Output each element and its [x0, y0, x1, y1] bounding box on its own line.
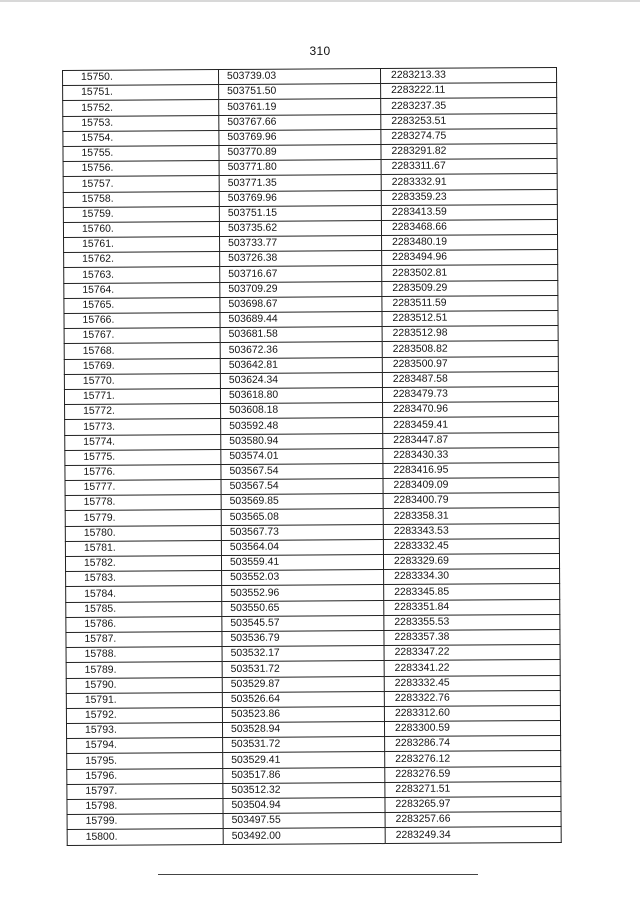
x-coordinate-cell: 503536.79 [222, 630, 384, 646]
y-coordinate-cell: 2283249.34 [385, 827, 561, 843]
x-coordinate-cell: 503574.01 [221, 448, 383, 464]
point-number-cell: 15763. [64, 267, 220, 283]
y-coordinate-cell: 2283322.76 [384, 690, 560, 706]
y-coordinate-cell: 2283459.41 [383, 417, 559, 433]
point-number-cell: 15759. [63, 206, 219, 222]
x-coordinate-cell: 503771.35 [219, 175, 381, 191]
x-coordinate-cell: 503504.94 [223, 798, 385, 814]
y-coordinate-cell: 2283358.31 [383, 508, 559, 524]
x-coordinate-cell: 503567.54 [221, 479, 383, 495]
y-coordinate-cell: 2283409.09 [383, 478, 559, 494]
point-number-cell: 15795. [67, 753, 223, 769]
y-coordinate-cell: 2283430.33 [383, 447, 559, 463]
y-coordinate-cell: 2283257.66 [385, 812, 561, 828]
y-coordinate-cell: 2283332.91 [381, 174, 557, 190]
point-number-cell: 15794. [67, 738, 223, 754]
y-coordinate-cell: 2283345.85 [384, 584, 560, 600]
point-number-cell: 15793. [66, 723, 222, 739]
point-number-cell: 15769. [64, 358, 220, 374]
x-coordinate-cell: 503716.67 [220, 266, 382, 282]
y-coordinate-cell: 2283512.51 [382, 310, 558, 326]
y-coordinate-cell: 2283500.97 [382, 356, 558, 372]
coordinate-table [62, 67, 562, 846]
point-number-cell: 15761. [64, 237, 220, 253]
x-coordinate-cell: 503517.86 [223, 767, 385, 783]
x-coordinate-cell: 503608.18 [221, 403, 383, 419]
point-number-cell: 15776. [65, 464, 221, 480]
point-number-cell: 15760. [63, 221, 219, 237]
x-coordinate-cell: 503531.72 [222, 661, 384, 677]
point-number-cell: 15768. [64, 343, 220, 359]
page-number: 310 [309, 44, 331, 58]
x-coordinate-cell: 503642.81 [220, 357, 382, 373]
y-coordinate-cell: 2283357.38 [384, 629, 560, 645]
coordinate-table-container [62, 67, 562, 846]
footer-divider [158, 874, 478, 875]
y-coordinate-cell: 2283271.51 [385, 781, 561, 797]
y-coordinate-cell: 2283332.45 [384, 675, 560, 691]
point-number-cell: 15798. [67, 799, 223, 815]
x-coordinate-cell: 503698.67 [220, 296, 382, 312]
x-coordinate-cell: 503512.32 [223, 782, 385, 798]
x-coordinate-cell: 503528.94 [222, 722, 384, 738]
x-coordinate-cell: 503569.85 [221, 494, 383, 510]
point-number-cell: 15770. [64, 373, 220, 389]
point-number-cell: 15786. [66, 616, 222, 632]
point-number-cell: 15784. [66, 586, 222, 602]
point-number-cell: 15788. [66, 647, 222, 663]
y-coordinate-cell: 2283291.82 [381, 143, 557, 159]
y-coordinate-cell: 2283470.96 [383, 402, 559, 418]
point-number-cell: 15754. [63, 130, 219, 146]
point-number-cell: 15799. [67, 814, 223, 830]
y-coordinate-cell: 2283276.59 [385, 766, 561, 782]
y-coordinate-cell: 2283332.45 [383, 538, 559, 554]
y-coordinate-cell: 2283237.35 [381, 98, 557, 114]
y-coordinate-cell: 2283480.19 [382, 235, 558, 251]
point-number-cell: 15750. [63, 70, 219, 86]
point-number-cell: 15791. [66, 692, 222, 708]
y-coordinate-cell: 2283509.29 [382, 280, 558, 296]
x-coordinate-cell: 503709.29 [220, 281, 382, 297]
point-number-cell: 15783. [66, 571, 222, 587]
y-coordinate-cell: 2283343.53 [383, 523, 559, 539]
y-coordinate-cell: 2283400.79 [383, 493, 559, 509]
y-coordinate-cell: 2283468.66 [381, 219, 557, 235]
y-coordinate-cell: 2283341.22 [384, 660, 560, 676]
y-coordinate-cell: 2283334.30 [384, 569, 560, 585]
x-coordinate-cell: 503726.38 [220, 251, 382, 267]
point-number-cell: 15777. [65, 480, 221, 496]
x-coordinate-cell: 503529.87 [222, 676, 384, 692]
x-coordinate-cell: 503769.96 [219, 190, 381, 206]
point-number-cell: 15785. [66, 601, 222, 617]
y-coordinate-cell: 2283312.60 [384, 705, 560, 721]
point-number-cell: 15758. [63, 191, 219, 207]
y-coordinate-cell: 2283508.82 [382, 341, 558, 357]
table-row [67, 827, 561, 845]
point-number-cell: 15796. [67, 768, 223, 784]
x-coordinate-cell: 503565.08 [221, 509, 383, 525]
x-coordinate-cell: 503769.96 [219, 129, 381, 145]
x-coordinate-cell: 503580.94 [221, 433, 383, 449]
y-coordinate-cell: 2283300.59 [384, 721, 560, 737]
x-coordinate-cell: 503767.66 [219, 114, 381, 130]
x-coordinate-cell: 503567.54 [221, 463, 383, 479]
point-number-cell: 15792. [66, 707, 222, 723]
point-number-cell: 15772. [65, 404, 221, 420]
x-coordinate-cell: 503770.89 [219, 144, 381, 160]
y-coordinate-cell: 2283213.33 [380, 67, 556, 83]
point-number-cell: 15767. [64, 328, 220, 344]
x-coordinate-cell: 503751.15 [219, 205, 381, 221]
y-coordinate-cell: 2283413.59 [381, 204, 557, 220]
x-coordinate-cell: 503618.80 [220, 387, 382, 403]
x-coordinate-cell: 503545.57 [222, 615, 384, 631]
x-coordinate-cell: 503689.44 [220, 312, 382, 328]
point-number-cell: 15753. [63, 115, 219, 131]
point-number-cell: 15781. [65, 540, 221, 556]
point-number-cell: 15764. [64, 282, 220, 298]
point-number-cell: 15762. [64, 252, 220, 268]
y-coordinate-cell: 2283447.87 [383, 432, 559, 448]
y-coordinate-cell: 2283416.95 [383, 462, 559, 478]
y-coordinate-cell: 2283359.23 [381, 189, 557, 205]
scan-edge [0, 0, 640, 2]
x-coordinate-cell: 503526.64 [222, 691, 384, 707]
x-coordinate-cell: 503751.50 [219, 84, 381, 100]
x-coordinate-cell: 503532.17 [222, 646, 384, 662]
point-number-cell: 15773. [65, 419, 221, 435]
y-coordinate-cell: 2283274.75 [381, 128, 557, 144]
x-coordinate-cell: 503559.41 [221, 555, 383, 571]
x-coordinate-cell: 503567.73 [221, 524, 383, 540]
point-number-cell: 15755. [63, 145, 219, 161]
point-number-cell: 15790. [66, 677, 222, 693]
point-number-cell: 15756. [63, 161, 219, 177]
y-coordinate-cell: 2283355.53 [384, 614, 560, 630]
y-coordinate-cell: 2283351.84 [384, 599, 560, 615]
point-number-cell: 15774. [65, 434, 221, 450]
y-coordinate-cell: 2283265.97 [385, 796, 561, 812]
y-coordinate-cell: 2283276.12 [385, 751, 561, 767]
x-coordinate-cell: 503564.04 [221, 539, 383, 555]
point-number-cell: 15789. [66, 662, 222, 678]
point-number-cell: 15766. [64, 313, 220, 329]
y-coordinate-cell: 2283494.96 [382, 250, 558, 266]
x-coordinate-cell: 503550.65 [222, 600, 384, 616]
point-number-cell: 15752. [63, 100, 219, 116]
y-coordinate-cell: 2283511.59 [382, 295, 558, 311]
x-coordinate-cell: 503497.55 [223, 813, 385, 829]
x-coordinate-cell: 503761.19 [219, 99, 381, 115]
point-number-cell: 15775. [65, 449, 221, 465]
point-number-cell: 15782. [65, 556, 221, 572]
point-number-cell: 15779. [65, 510, 221, 526]
x-coordinate-cell: 503735.62 [219, 220, 381, 236]
point-number-cell: 15765. [64, 297, 220, 313]
x-coordinate-cell: 503531.72 [223, 737, 385, 753]
y-coordinate-cell: 2283329.69 [383, 553, 559, 569]
x-coordinate-cell: 503552.96 [222, 585, 384, 601]
y-coordinate-cell: 2283311.67 [381, 159, 557, 175]
y-coordinate-cell: 2283347.22 [384, 645, 560, 661]
x-coordinate-cell: 503592.48 [221, 418, 383, 434]
x-coordinate-cell: 503681.58 [220, 327, 382, 343]
point-number-cell: 15780. [65, 525, 221, 541]
point-number-cell: 15797. [67, 783, 223, 799]
x-coordinate-cell: 503771.80 [219, 160, 381, 176]
point-number-cell: 15787. [66, 631, 222, 647]
point-number-cell: 15751. [63, 85, 219, 101]
y-coordinate-cell: 2283479.73 [382, 386, 558, 402]
point-number-cell: 15778. [65, 495, 221, 511]
table-body [63, 67, 562, 845]
x-coordinate-cell: 503523.86 [222, 706, 384, 722]
x-coordinate-cell: 503624.34 [220, 372, 382, 388]
point-number-cell: 15800. [67, 829, 223, 845]
y-coordinate-cell: 2283487.58 [382, 371, 558, 387]
point-number-cell: 15771. [64, 388, 220, 404]
y-coordinate-cell: 2283286.74 [385, 736, 561, 752]
y-coordinate-cell: 2283502.81 [382, 265, 558, 281]
y-coordinate-cell: 2283512.98 [382, 326, 558, 342]
x-coordinate-cell: 503529.41 [223, 752, 385, 768]
x-coordinate-cell: 503733.77 [220, 236, 382, 252]
x-coordinate-cell: 503492.00 [223, 828, 385, 844]
x-coordinate-cell: 503672.36 [220, 342, 382, 358]
x-coordinate-cell: 503552.03 [222, 570, 384, 586]
x-coordinate-cell: 503739.03 [219, 69, 381, 85]
y-coordinate-cell: 2283222.11 [381, 83, 557, 99]
y-coordinate-cell: 2283253.51 [381, 113, 557, 129]
point-number-cell: 15757. [63, 176, 219, 192]
